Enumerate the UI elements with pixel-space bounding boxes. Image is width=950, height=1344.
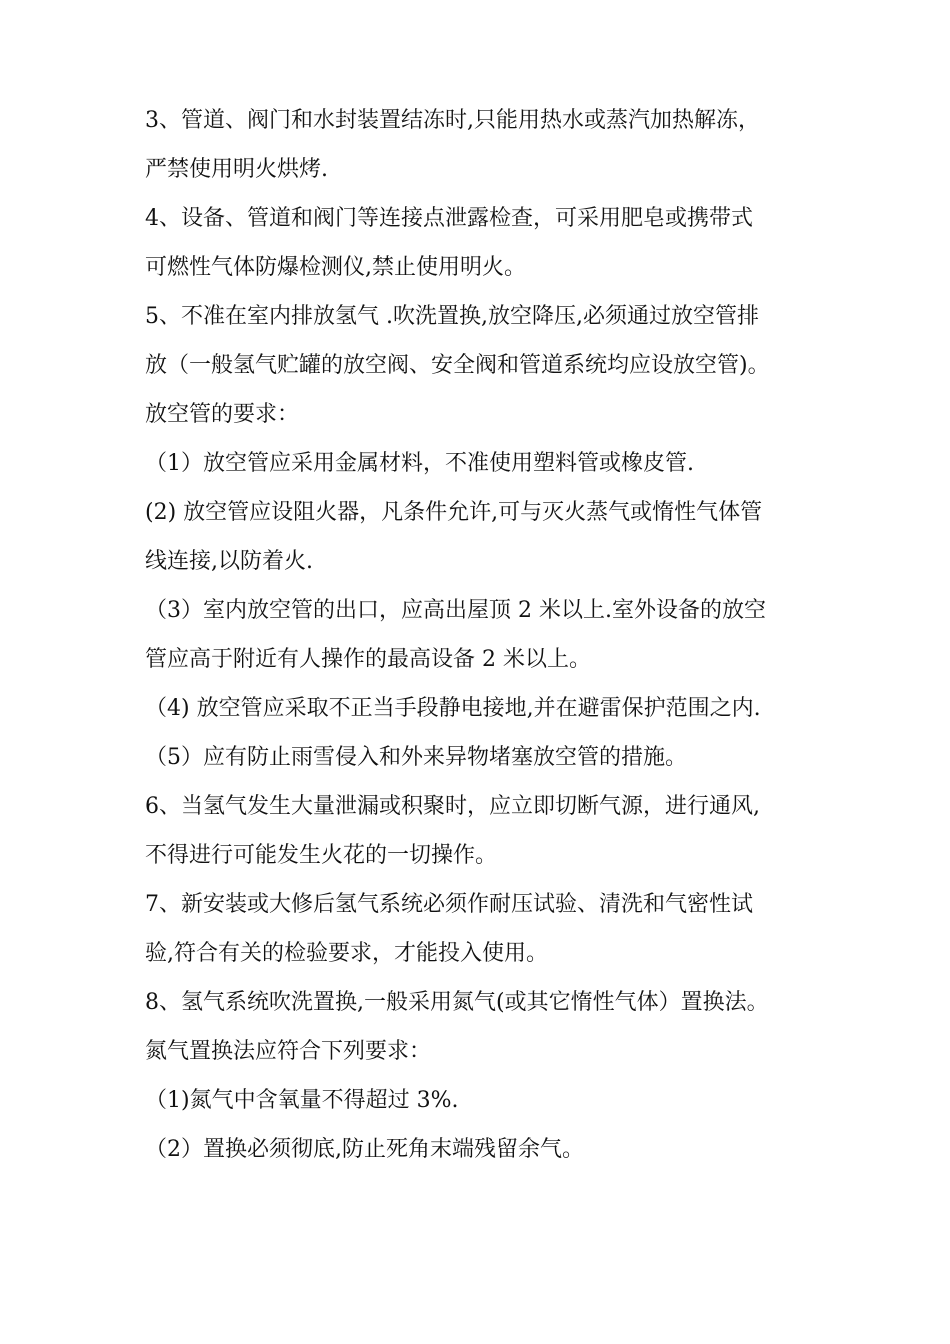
paragraph-6-line-2: 不得进行可能发生火花的一切操作。 bbox=[145, 843, 498, 868]
paragraph-4-line-2: 可燃性气体防爆检测仪,禁止使用明火。 bbox=[145, 255, 526, 280]
nitrogen-requirement-1: （1)氮气中含氧量不得超过 3%. bbox=[145, 1088, 459, 1113]
vent-requirement-5: （5）应有防止雨雪侵入和外来异物堵塞放空管的措施。 bbox=[145, 745, 687, 770]
paragraph-8-line-2: 氮气置换法应符合下列要求： bbox=[145, 1039, 432, 1064]
paragraph-5-line-1: 5、不准在室内排放氢气 .吹洗置换,放空降压,必须通过放空管排 bbox=[145, 304, 759, 329]
paragraph-5-line-2: 放（一般氢气贮罐的放空阀、安全阀和管道系统均应设放空管)。 bbox=[145, 353, 770, 378]
paragraph-4-line-1: 4、设备、管道和阀门等连接点泄露检查，可采用肥皂或携带式 bbox=[145, 206, 753, 231]
paragraph-6-line-1: 6、当氢气发生大量泄漏或积聚时，应立即切断气源，进行通风, bbox=[145, 794, 760, 819]
paragraph-7-line-2: 验,符合有关的检验要求，才能投入使用。 bbox=[145, 941, 548, 966]
vent-requirement-2-line-2: 线连接,以防着火. bbox=[145, 549, 313, 574]
nitrogen-requirement-2: （2）置换必须彻底,防止死角末端残留余气。 bbox=[145, 1137, 584, 1162]
paragraph-3-line-1: 3、管道、阀门和水封装置结冻时,只能用热水或蒸汽加热解冻， bbox=[145, 108, 760, 133]
vent-requirement-3-line-1: （3）室内放空管的出口，应高出屋顶 2 米以上.室外设备的放空 bbox=[145, 598, 766, 623]
paragraph-8-line-1: 8、氢气系统吹洗置换,一般采用氮气(或其它惰性气体）置换法。 bbox=[145, 990, 769, 1015]
paragraph-7-line-1: 7、新安装或大修后氢气系统必须作耐压试验、清洗和气密性试 bbox=[145, 892, 753, 917]
vent-requirement-1: （1）放空管应采用金属材料，不准使用塑料管或橡皮管. bbox=[145, 451, 694, 476]
paragraph-3-line-2: 严禁使用明火烘烤. bbox=[145, 157, 328, 182]
vent-requirement-4: （4) 放空管应采取不正当手段静电接地,并在避雷保护范围之内. bbox=[145, 696, 761, 721]
vent-requirement-2-line-1: (2) 放空管应设阻火器，凡条件允许,可与灭火蒸气或惰性气体管 bbox=[145, 500, 763, 525]
vent-requirement-3-line-2: 管应高于附近有人操作的最高设备 2 米以上。 bbox=[145, 647, 591, 672]
vent-pipe-requirements-heading: 放空管的要求： bbox=[145, 402, 300, 427]
